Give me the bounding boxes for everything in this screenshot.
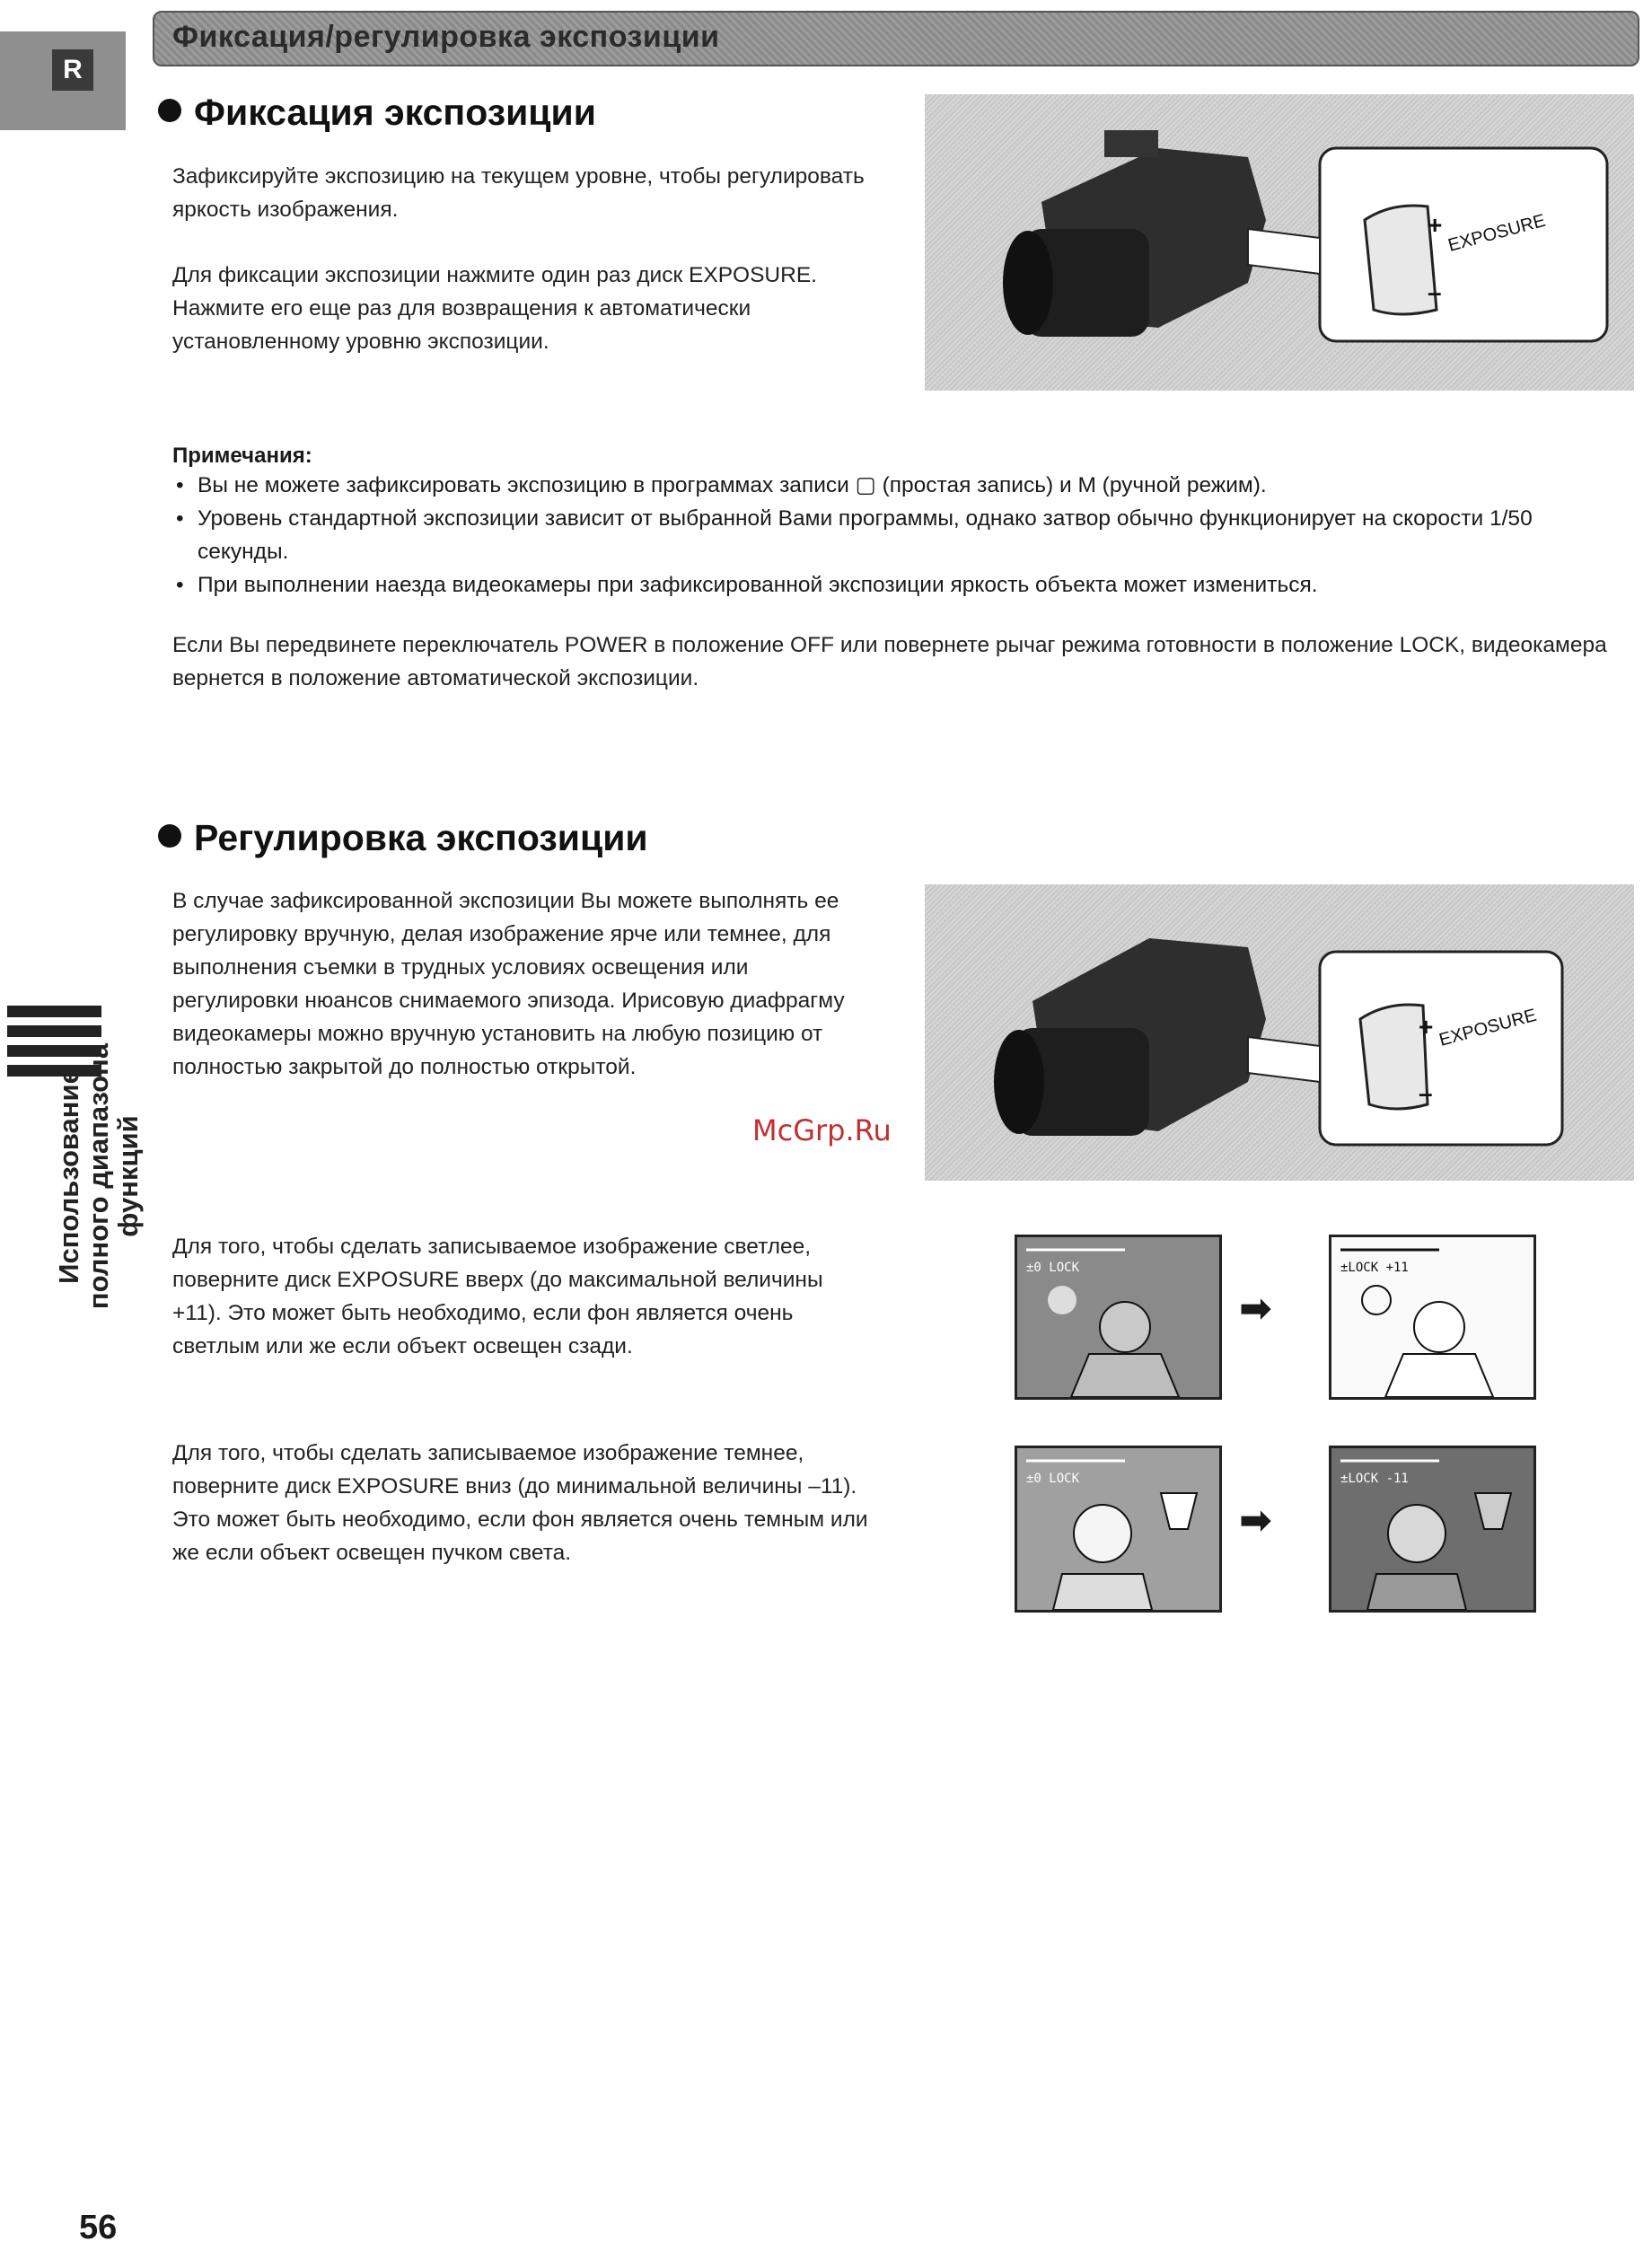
svg-text:–: – — [1419, 1079, 1433, 1107]
lcd-brighter-after — [1329, 1235, 1536, 1400]
svg-text:+: + — [1428, 211, 1443, 239]
lcd-readout: ±0 LOCK — [1026, 1472, 1080, 1486]
section-heading-lock: Фиксация экспозиции — [158, 92, 596, 134]
camcorder-illustration-adjust — [925, 884, 1634, 1181]
section-lock-text — [172, 160, 873, 358]
lcd-brighter-before — [1015, 1235, 1222, 1400]
lcd-readout: ±0 LOCK — [1026, 1261, 1080, 1275]
page-number: 56 — [79, 2209, 118, 2246]
paragraph: Зафиксируйте экспозицию на текущем уровне, чтобы регулировать яркость изображения. — [172, 164, 865, 222]
adjust-intro-text: В случае зафиксированной экспозиции Вы можете выполнять ее регулировку вручную, делая изображение ярче или темнее, для выполнения съемки в трудных условиях освещения или регулировки нюансов снимаемого эпизода. Ирисовую диафрагму видеокамеры можно вручную установить на любую позицию от полностью закрытой до полностью открытой. — [172, 889, 845, 1079]
notes-title: Примечания: — [172, 444, 312, 468]
watermark: McGrp.Ru — [752, 1113, 892, 1147]
list-item: • Вы не можете зафиксировать экспозицию в программах записи ▢ (простая запись) и М (ручной режим). — [172, 469, 1627, 502]
arrow-right-icon: ➡ — [1239, 1287, 1272, 1331]
lock-footer-text: Если Вы передвинете переключатель POWER в положение OFF или повернете рычаг режима готовности в положение LOCK, видеокамера вернется в положение автоматической экспозиции. — [172, 633, 1607, 690]
svg-text:–: – — [1428, 278, 1442, 306]
brighter-text: Для того, чтобы сделать записываемое изображение светлее, поверните диск EXPOSURE вверх (до максимальной величины +11). Это может быть необходимо, если фон является очень светлым или же если объект освещен сзади. — [172, 1235, 823, 1358]
lcd-darker-after — [1329, 1446, 1536, 1613]
lcd-readout: ±LOCK +11 — [1340, 1261, 1409, 1275]
language-badge: R — [52, 49, 93, 91]
camcorder-graphic — [925, 94, 1634, 391]
side-tab-label: Использование полного диапазона функций — [53, 1042, 144, 1310]
list-item: • При выполнении наезда видеокамеры при зафиксированной экспозиции яркость объекта может измениться. — [172, 568, 1627, 602]
bullet-icon — [158, 99, 181, 122]
lcd-darker-before — [1015, 1446, 1222, 1613]
portrait-scene — [1331, 1448, 1533, 1610]
notes-list — [172, 469, 1627, 602]
golfer-scene — [1017, 1237, 1219, 1397]
golfer-scene — [1331, 1237, 1533, 1397]
exposure-label: EXPOSURE — [1446, 210, 1548, 256]
page-title: Фиксация/регулировка экспозиции — [172, 20, 720, 54]
arrow-right-icon: ➡ — [1239, 1499, 1272, 1543]
camcorder-graphic — [925, 884, 1634, 1181]
portrait-scene — [1017, 1448, 1219, 1610]
notes — [172, 444, 1627, 602]
camcorder-illustration-lock — [925, 94, 1634, 391]
lcd-readout: ±LOCK -11 — [1340, 1472, 1409, 1486]
paragraph: Для фиксации экспозиции нажмите один раз диск EXPOSURE. Нажмите его еще раз для возвращения к автоматически установленному уровню экспозиции. — [172, 263, 817, 354]
darker-text: Для того, чтобы сделать записываемое изображение темнее, поверните диск EXPOSURE вниз (до минимальной величины –11). Это может быть необходимо, если фон является очень темным или же если объект освещен пучком света. — [172, 1441, 868, 1565]
svg-text:+: + — [1419, 1013, 1434, 1041]
exposure-label: EXPOSURE — [1437, 1005, 1539, 1050]
list-item: • Уровень стандартной экспозиции зависит от выбранной Вами программы, однако затвор обычно функционирует на скорости 1/50 секунды. — [172, 502, 1627, 568]
section-heading-adjust: Регулировка экспозиции — [158, 817, 648, 859]
bullet-icon — [158, 824, 181, 848]
